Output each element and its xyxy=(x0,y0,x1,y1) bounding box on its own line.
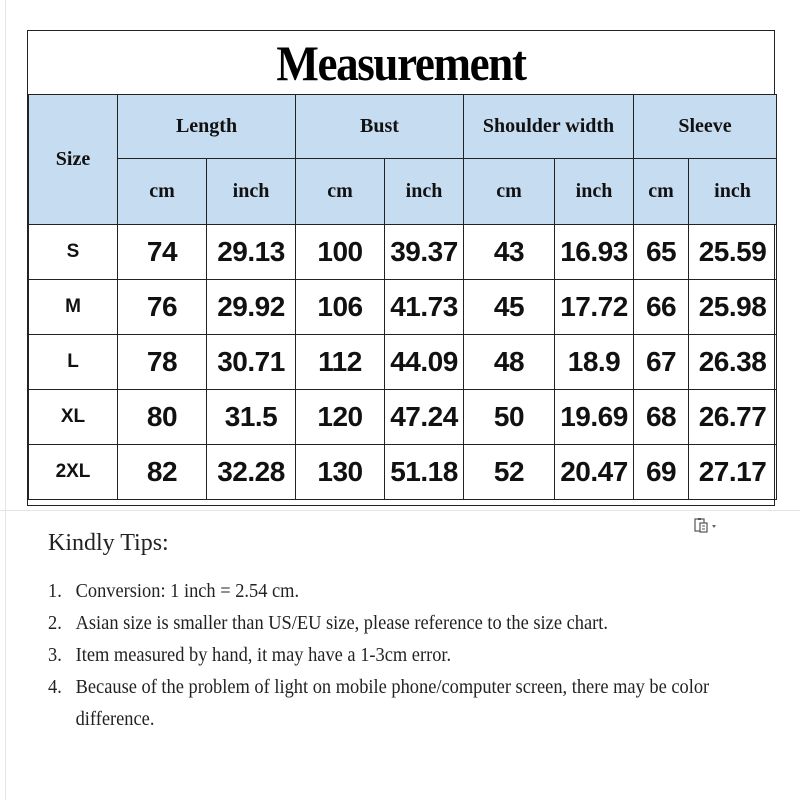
value-cell: 25.59 xyxy=(689,225,777,280)
value-cell: 48 xyxy=(464,335,555,390)
value-cell: 106 xyxy=(296,280,385,335)
value-cell: 41.73 xyxy=(385,280,464,335)
value-cell: 68 xyxy=(634,390,689,445)
tip-number: 3. xyxy=(48,644,62,666)
value-cell: 112 xyxy=(296,335,385,390)
value-cell: 47.24 xyxy=(385,390,464,445)
value-cell: 43 xyxy=(464,225,555,280)
tip-text: Because of the problem of light on mobile phone/computer screen, there may be color difference. xyxy=(75,676,710,730)
table-row xyxy=(29,335,777,390)
value-cell: 66 xyxy=(634,280,689,335)
value-cell: 78 xyxy=(118,335,207,390)
chart-title: Measurement xyxy=(65,31,736,95)
value-cell: 69 xyxy=(634,445,689,500)
value-cell: 20.47 xyxy=(555,445,634,500)
header-row-units xyxy=(29,159,777,225)
tips-heading: Kindly Tips: xyxy=(48,530,169,556)
value-cell: 26.77 xyxy=(689,390,777,445)
table-row xyxy=(29,280,777,335)
grid-line xyxy=(5,0,6,800)
value-cell: 50 xyxy=(464,390,555,445)
table-row xyxy=(29,445,777,500)
value-cell: 130 xyxy=(296,445,385,500)
table-row xyxy=(29,390,777,445)
value-cell: 80 xyxy=(118,390,207,445)
value-cell: 19.69 xyxy=(555,390,634,445)
value-cell: 18.9 xyxy=(555,335,634,390)
tip-number: 4. xyxy=(48,676,62,698)
value-cell: 74 xyxy=(118,225,207,280)
unit-header: cm xyxy=(464,159,555,225)
tip-number: 2. xyxy=(48,612,62,634)
size-cell: 2XL xyxy=(29,445,118,500)
value-cell: 32.28 xyxy=(207,445,296,500)
list-item xyxy=(48,671,773,735)
list-item xyxy=(48,639,773,671)
value-cell: 45 xyxy=(464,280,555,335)
unit-header: inch xyxy=(207,159,296,225)
value-cell: 67 xyxy=(634,335,689,390)
value-cell: 120 xyxy=(296,390,385,445)
tip-number: 1. xyxy=(48,580,62,602)
size-chart xyxy=(27,30,775,506)
group-header-length: Length xyxy=(118,95,296,159)
size-cell: XL xyxy=(29,390,118,445)
table-row xyxy=(29,225,777,280)
size-cell: L xyxy=(29,335,118,390)
value-cell: 65 xyxy=(634,225,689,280)
value-cell: 25.98 xyxy=(689,280,777,335)
value-cell: 26.38 xyxy=(689,335,777,390)
tip-text: Conversion: 1 inch = 2.54 cm. xyxy=(75,580,300,602)
value-cell: 16.93 xyxy=(555,225,634,280)
list-item xyxy=(48,575,773,607)
group-header-shoulder-width: Shoulder width xyxy=(464,95,634,159)
value-cell: 29.92 xyxy=(207,280,296,335)
list-item xyxy=(48,607,773,639)
size-cell: S xyxy=(29,225,118,280)
group-header-bust: Bust xyxy=(296,95,464,159)
value-cell: 82 xyxy=(118,445,207,500)
value-cell: 27.17 xyxy=(689,445,777,500)
group-header-sleeve: Sleeve xyxy=(634,95,777,159)
value-cell: 44.09 xyxy=(385,335,464,390)
value-cell: 51.18 xyxy=(385,445,464,500)
size-header: Size xyxy=(29,95,118,225)
unit-header: inch xyxy=(555,159,634,225)
value-cell: 76 xyxy=(118,280,207,335)
unit-header: inch xyxy=(689,159,777,225)
value-cell: 52 xyxy=(464,445,555,500)
value-cell: 39.37 xyxy=(385,225,464,280)
value-cell: 100 xyxy=(296,225,385,280)
value-cell: 17.72 xyxy=(555,280,634,335)
grid-line xyxy=(0,510,800,511)
size-cell: M xyxy=(29,280,118,335)
header-row-groups xyxy=(29,95,777,159)
unit-header: cm xyxy=(296,159,385,225)
unit-header: cm xyxy=(634,159,689,225)
kindly-tips xyxy=(48,530,778,735)
value-cell: 30.71 xyxy=(207,335,296,390)
tip-text: Asian size is smaller than US/EU size, please reference to the size chart. xyxy=(75,612,608,634)
unit-header: cm xyxy=(118,159,207,225)
unit-header: inch xyxy=(385,159,464,225)
value-cell: 31.5 xyxy=(207,390,296,445)
tips-list xyxy=(48,575,778,735)
value-cell: 29.13 xyxy=(207,225,296,280)
measurement-table xyxy=(28,94,777,500)
tip-text: Item measured by hand, it may have a 1-3cm error. xyxy=(75,644,452,666)
